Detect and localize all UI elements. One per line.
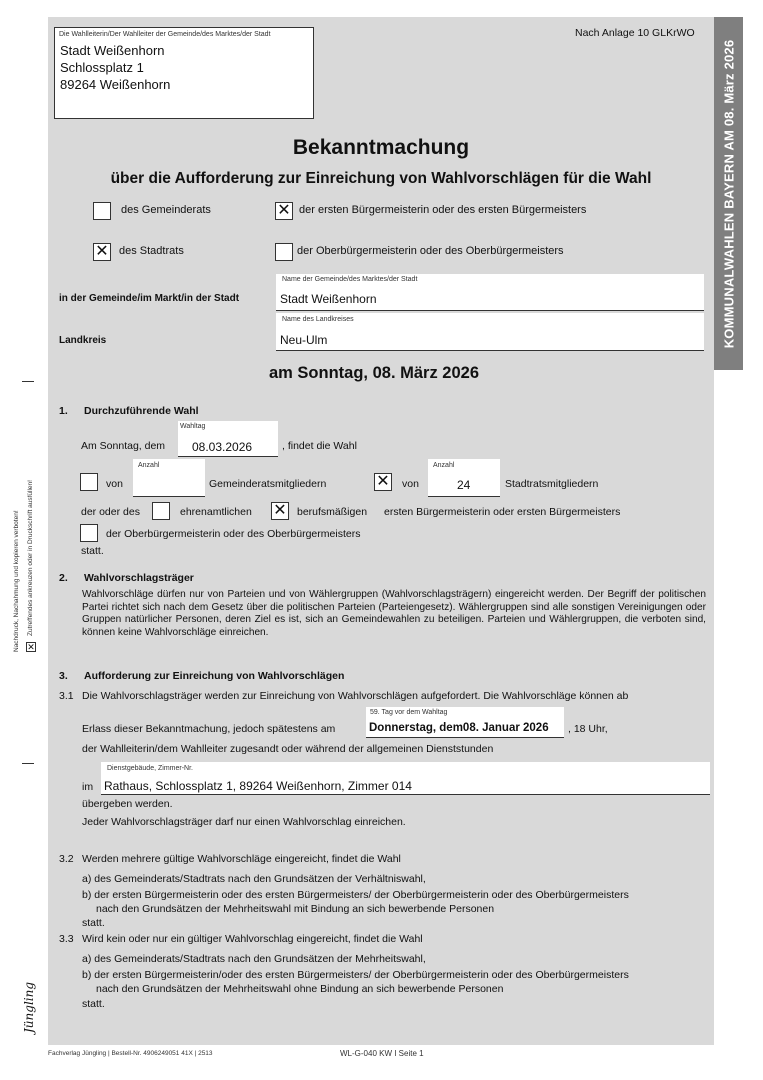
district-caption: Name des Landkreises <box>282 316 354 323</box>
deadline-prefix: Erlass dieser Bekanntmachung, jedoch spätestens am <box>82 723 336 735</box>
election-date-value: 08.03.2026 <box>192 440 253 454</box>
district-value: Neu-Ulm <box>280 333 328 347</box>
election-date-suffix: , findet die Wahl <box>282 440 357 452</box>
section-3-2-statt: statt. <box>82 917 105 929</box>
stadtrat-members-label: Stadtratsmitgliedern <box>505 478 599 490</box>
election-date-caption: Wahltag <box>180 423 206 430</box>
district-field[interactable] <box>276 313 704 351</box>
page-title: Bekanntmachung <box>292 136 470 159</box>
gemeinderat-count-caption: Anzahl <box>138 462 160 469</box>
municipality-field[interactable] <box>276 274 704 311</box>
page-subtitle: über die Aufforderung zur Einreichung von Wahlvorschlägen für die Wahl <box>110 170 652 187</box>
address-box[interactable] <box>54 27 314 119</box>
checkbox-gemeinderat[interactable] <box>93 202 111 220</box>
checkbox-berufsmaessig[interactable]: ✕ <box>271 502 289 520</box>
municipality-label: in der Gemeinde/im Markt/in der Stadt <box>59 293 240 304</box>
fold-mark-top <box>22 381 34 382</box>
stadtrat-count-value: 24 <box>457 478 471 492</box>
publisher-logo <box>22 982 36 1033</box>
label-stadtrat: des Stadtrats <box>119 245 184 257</box>
section-2-number: 2. <box>59 572 68 584</box>
label-berufsmaessig: berufsmäßigen <box>297 506 368 518</box>
section-3-2-a: a) des Gemeinderats/Stadtrats nach den Grundsätzen der Verhältniswahl, <box>82 873 426 885</box>
section-3-2-b2: nach den Grundsätzen der Mehrheitswahl mit Bindung an sich bewerbende Personen <box>96 903 495 915</box>
margin-note-instruction: Zutreffendes ankreuzen oder in Druckschrift ausfüllen! <box>27 480 34 636</box>
checkbox-stadtrat-count[interactable]: ✕ <box>374 473 392 491</box>
section-1-statt: statt. <box>81 545 104 557</box>
margin-checkbox: ✕ <box>27 642 35 652</box>
section-1-number: 1. <box>59 405 68 417</box>
von-label-2: von <box>402 478 419 490</box>
gemeinderat-members-label: Gemeinderatsmitgliedern <box>209 478 327 490</box>
stadtrat-count-field[interactable] <box>428 459 500 497</box>
district-label: Landkreis <box>59 335 107 346</box>
section-3-1-number: 3.1 <box>59 690 74 702</box>
sidebar-banner <box>714 17 743 370</box>
election-date-field[interactable] <box>178 421 278 457</box>
checkbox-oberbuergermeister[interactable] <box>275 243 293 261</box>
fold-mark-bottom <box>22 763 34 764</box>
label-gemeinderat: des Gemeinderats <box>121 204 211 216</box>
footer-publisher: Fachverlag Jüngling | Bestell-Nr. 4906249051 41X | 2513 <box>48 1050 213 1057</box>
office-caption: Dienstgebäude, Zimmer-Nr. <box>107 765 193 772</box>
section-2-text: Wahlvorschläge dürfen nur von Parteien und von Wählergruppen (Wahlvorschlagsträgern) eingereicht werden. Der Begriff der politischen Partei richtet sich nach dem Gesetz über die politischen Parteien (Parteiengesetz). Wählergruppen sind alle sonstigen Vereinigungen oder Gruppen natürlicher Personen, deren Ziel es ist, sich an Gemeindewahlen zu beteiligen. Parteien und Wählergruppen, die verboten sind, können keine Wahlvorschläge einreichen. <box>82 589 706 638</box>
section-3-1-text: Die Wahlvorschlagsträger werden zur Einreichung von Wahlvorschlägen aufgefordert. Die Wahlvorschläge können ab <box>82 690 629 702</box>
section-3-3-a: a) des Gemeinderats/Stadtrats nach den Grundsätzen der Mehrheitswahl, <box>82 953 426 965</box>
footer-form-id: WL-G-040 KW I Seite 1 <box>340 1049 424 1058</box>
publisher-logo-text: Jüngling <box>22 981 36 1033</box>
deadline-field[interactable] <box>366 707 564 738</box>
section-3-2-number: 3.2 <box>59 853 74 865</box>
label-oberbuergermeister: der Oberbürgermeisterin oder des Oberbürgermeisters <box>297 245 564 257</box>
section-3-3-b2: nach den Grundsätzen der Mehrheitswahl ohne Bindung an sich bewerbende Personen <box>96 983 504 995</box>
section-1-heading: Durchzuführende Wahl <box>84 405 199 417</box>
address-line-3: 89264 Weißenhorn <box>60 77 171 92</box>
municipality-value: Stadt Weißenhorn <box>280 292 377 306</box>
handed-line: übergeben werden. <box>82 798 173 810</box>
section-3-3-statt: statt. <box>82 998 105 1010</box>
margin-note-copyright: Nachdruck, Nachahmung und kopieren verboten! <box>13 510 20 652</box>
address-caption: Die Wahlleiterin/Der Wahlleiter der Gemeinde/des Marktes/der Stadt <box>59 31 271 38</box>
election-date-prefix: Am Sonntag, dem <box>81 440 166 452</box>
label-ehrenamtlich: ehrenamtlichen <box>180 506 252 518</box>
deadline-suffix: , 18 Uhr, <box>568 723 608 735</box>
checkbox-ehrenamtlich[interactable] <box>152 502 170 520</box>
checkbox-gemeinderat-count[interactable] <box>80 473 98 491</box>
section-3-number: 3. <box>59 670 68 682</box>
stadtrat-count-caption: Anzahl <box>433 462 455 469</box>
office-value: Rathaus, Schlossplatz 1, 89264 Weißenhorn, Zimmer 014 <box>104 779 412 793</box>
annex-label: Nach Anlage 10 GLKrWO <box>575 27 695 39</box>
deadline-value: Donnerstag, dem08. Januar 2026 <box>369 722 549 734</box>
checkbox-buergermeister[interactable]: ✕ <box>275 202 293 220</box>
address-line-2: Schlossplatz 1 <box>60 60 144 75</box>
mayor-rest: ersten Bürgermeisterin oder ersten Bürgermeisters <box>384 506 621 518</box>
address-line-1: Stadt Weißenhorn <box>60 43 165 58</box>
deadline-caption: 59. Tag vor dem Wahltag <box>370 709 448 716</box>
section-3-3-number: 3.3 <box>59 933 74 945</box>
municipality-caption: Name der Gemeinde/des Marktes/der Stadt <box>282 276 418 283</box>
one-only-line: Jeder Wahlvorschlagsträger darf nur einen Wahlvorschlag einreichen. <box>82 816 406 828</box>
checkbox-stadtrat[interactable]: ✕ <box>93 243 111 261</box>
section-3-heading: Aufforderung zur Einreichung von Wahlvorschlägen <box>84 670 345 682</box>
sidebar-text: KOMMUNALWAHLEN BAYERN AM 08. März 2026 <box>721 39 736 348</box>
section-3-3-text: Wird kein oder nur ein gültiger Wahlvorschlag eingereicht, findet die Wahl <box>82 933 423 945</box>
section-3-3-b1: b) der ersten Bürgermeisterin/oder des ersten Bürgermeisters/ der Oberbürgermeisterin oder des Oberbürgermeisters <box>82 969 629 981</box>
section-3-2-text: Werden mehrere gültige Wahlvorschläge eingereicht, findet die Wahl <box>82 853 401 865</box>
checkbox-ob[interactable] <box>80 524 98 542</box>
label-ob: der Oberbürgermeisterin oder des Oberbürgermeisters <box>106 528 361 540</box>
office-field[interactable] <box>101 762 710 795</box>
sent-line: der Wahlleiterin/dem Wahlleiter zugesandt oder während der allgemeinen Dienststunden <box>82 743 494 755</box>
im-label: im <box>82 781 94 793</box>
label-buergermeister: der ersten Bürgermeisterin oder des ersten Bürgermeisters <box>299 204 587 216</box>
section-3-2-b1: b) der ersten Bürgermeisterin oder des ersten Bürgermeisters/ der Oberbürgermeisterin oder des Oberbürgermeisters <box>82 889 629 901</box>
election-day-heading: am Sonntag, 08. März 2026 <box>269 364 479 382</box>
gemeinderat-count-field[interactable] <box>133 459 205 497</box>
von-label-1: von <box>106 478 123 490</box>
mayor-prefix: der oder des <box>81 506 140 518</box>
section-2-heading: Wahlvorschlagsträger <box>84 572 194 584</box>
